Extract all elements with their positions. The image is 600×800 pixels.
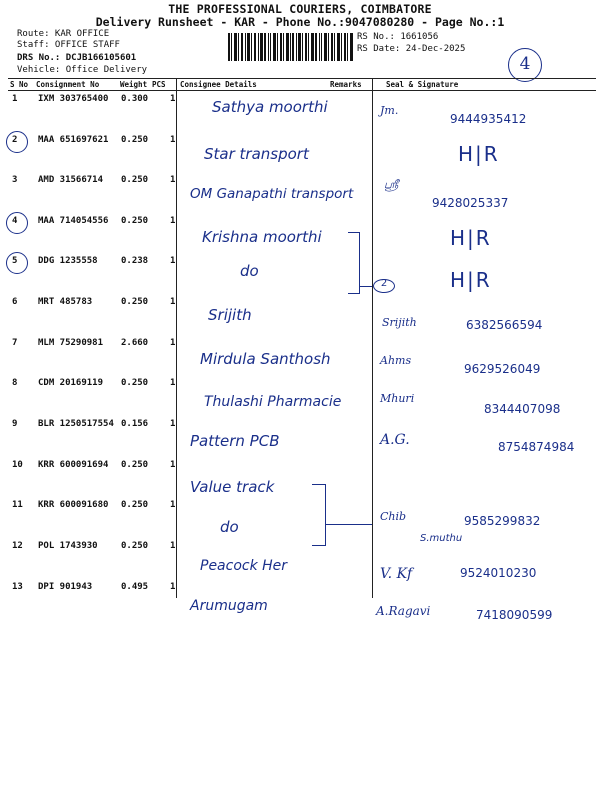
handwritten-consignee: Pattern PCB bbox=[190, 432, 280, 450]
row-sno: 4 bbox=[12, 216, 18, 226]
consignee-column-divider bbox=[176, 78, 177, 598]
row-weight: 0.250 bbox=[121, 175, 149, 185]
handwritten-consignee: Peacock Her bbox=[200, 558, 288, 574]
row-consignment: DPI 901943 bbox=[38, 582, 93, 592]
row-consignment: POL 1743930 bbox=[38, 541, 98, 551]
handwritten-phone: 7418090599 bbox=[476, 608, 553, 622]
signature-scribble: ஸ்ரீ bbox=[384, 178, 399, 191]
row-consignment: MAA 714054556 bbox=[38, 216, 109, 226]
row-weight: 0.250 bbox=[121, 541, 149, 551]
signature-scribble: Srijith bbox=[382, 316, 417, 329]
row-weight: 2.660 bbox=[121, 338, 149, 348]
row-pcs: 1 bbox=[170, 175, 176, 185]
row-sno: 3 bbox=[12, 175, 18, 185]
row-consignment: CDM 20169119 bbox=[38, 378, 104, 388]
handwritten-consignee: Star transport bbox=[204, 145, 309, 163]
row-sno: 8 bbox=[12, 378, 18, 388]
row-sno: 5 bbox=[12, 256, 18, 266]
signature-scribble: A.G. bbox=[380, 432, 410, 448]
row-sno: 12 bbox=[12, 541, 23, 551]
handwritten-consignee: Arumugam bbox=[190, 598, 268, 614]
row-consignment: MLM 75290981 bbox=[38, 338, 104, 348]
handwritten-consignee: Mirdula Santhosh bbox=[200, 350, 331, 368]
handwritten-phone: 9428025337 bbox=[432, 196, 509, 210]
col-remarks: Remarks bbox=[330, 80, 362, 89]
col-seal-signature: Seal & Signature bbox=[386, 80, 459, 89]
row-weight: 0.250 bbox=[121, 216, 149, 226]
handwritten-consignee: Sathya moorthi bbox=[212, 98, 328, 116]
col-sno: S No bbox=[10, 80, 29, 89]
handwritten-consignee: do bbox=[220, 518, 239, 536]
row-pcs: 1 bbox=[170, 378, 176, 388]
row-pcs: 1 bbox=[170, 460, 176, 470]
bracket-mark bbox=[326, 524, 372, 525]
row-consignment: MRT 485783 bbox=[38, 297, 93, 307]
row-pcs: 1 bbox=[170, 216, 176, 226]
runsheet-title: Delivery Runsheet - KAR - Phone No.:9047080280 - Page No.:1 bbox=[95, 15, 505, 29]
handwritten-phone: 9629526049 bbox=[464, 362, 541, 376]
col-weight: Weight bbox=[120, 80, 148, 89]
handwritten-note: S.muthu bbox=[420, 533, 463, 544]
row-weight: 0.250 bbox=[121, 378, 149, 388]
row-sno: 9 bbox=[12, 419, 18, 429]
row-circle-mark bbox=[6, 252, 28, 274]
row-pcs: 1 bbox=[170, 297, 176, 307]
row-consignment: MAA 651697621 bbox=[38, 135, 109, 145]
row-weight: 0.250 bbox=[121, 460, 149, 470]
signature-scribble: A.Ragavi bbox=[376, 604, 431, 618]
col-consignee: Consignee Details bbox=[180, 80, 257, 89]
row-pcs: 1 bbox=[170, 135, 176, 145]
handwritten-consignee: Krishna moorthi bbox=[202, 228, 322, 246]
handwritten-phone: 6382566594 bbox=[466, 318, 543, 332]
row-sno: 10 bbox=[12, 460, 23, 470]
row-consignment: DDG 1235558 bbox=[38, 256, 98, 266]
handwritten-phone: 9585299832 bbox=[464, 514, 541, 528]
row-sno: 6 bbox=[12, 297, 18, 307]
row-consignment: KRR 600091694 bbox=[38, 460, 109, 470]
bracket-mark bbox=[360, 286, 372, 287]
row-pcs: 1 bbox=[170, 94, 176, 104]
handwritten-consignee: Srijith bbox=[208, 306, 252, 324]
vehicle-label: Vehicle: Office Delivery bbox=[17, 65, 148, 75]
handwritten-phone: 9524010230 bbox=[460, 566, 537, 580]
row-weight: 0.250 bbox=[121, 297, 149, 307]
row-weight: 0.238 bbox=[121, 256, 149, 266]
signature-scribble: Jm. bbox=[380, 104, 399, 117]
handwritten-consignee: Value track bbox=[190, 478, 275, 496]
row-consignment: KRR 600091680 bbox=[38, 500, 109, 510]
page-number-mark: 4 bbox=[508, 48, 542, 82]
row-weight: 0.250 bbox=[121, 135, 149, 145]
rs-number: RS No.: 1661056 bbox=[357, 32, 439, 42]
handwritten-phone: 9444935412 bbox=[450, 112, 527, 126]
signature-scribble: Ahms bbox=[380, 354, 412, 367]
row-weight: 0.300 bbox=[121, 94, 149, 104]
row-pcs: 1 bbox=[170, 582, 176, 592]
signature-column-divider bbox=[372, 78, 373, 598]
handwritten-phone: 8754874984 bbox=[498, 440, 575, 454]
bracket-reference-mark: 2 bbox=[373, 279, 395, 293]
bracket-mark bbox=[312, 484, 326, 546]
row-pcs: 1 bbox=[170, 419, 176, 429]
row-consignment: IXM 303765400 bbox=[38, 94, 109, 104]
drs-number: DRS No.: DCJB166105601 bbox=[17, 53, 137, 63]
row-consignment: BLR 1250517554 bbox=[38, 419, 114, 429]
handwritten-consignee: Thulashi Pharmacie bbox=[204, 394, 342, 410]
row-pcs: 1 bbox=[170, 338, 176, 348]
staff-label: Staff: OFFICE STAFF bbox=[17, 40, 120, 50]
row-sno: 13 bbox=[12, 582, 23, 592]
table-top-rule bbox=[8, 78, 596, 79]
barcode bbox=[228, 33, 354, 61]
company-name: THE PROFESSIONAL COURIERS, COIMBATORE bbox=[168, 2, 432, 16]
row-weight: 0.156 bbox=[121, 419, 149, 429]
row-weight: 0.250 bbox=[121, 500, 149, 510]
row-pcs: 1 bbox=[170, 500, 176, 510]
rs-date: RS Date: 24-Dec-2025 bbox=[357, 44, 466, 54]
handwritten-phone: 8344407098 bbox=[484, 402, 561, 416]
row-circle-mark bbox=[6, 131, 28, 153]
row-consignment: AMD 31566714 bbox=[38, 175, 104, 185]
row-weight: 0.495 bbox=[121, 582, 149, 592]
row-circle-mark bbox=[6, 212, 28, 234]
handwritten-hr-mark: H|R bbox=[450, 226, 492, 250]
handwritten-hr-mark: H|R bbox=[458, 142, 500, 166]
row-sno: 7 bbox=[12, 338, 18, 348]
row-pcs: 1 bbox=[170, 541, 176, 551]
bracket-mark bbox=[348, 232, 360, 294]
route-label: Route: KAR OFFICE bbox=[17, 29, 110, 39]
handwritten-consignee: do bbox=[240, 262, 259, 280]
row-sno: 11 bbox=[12, 500, 23, 510]
row-sno: 1 bbox=[12, 94, 18, 104]
signature-scribble: Chib bbox=[380, 510, 407, 523]
handwritten-hr-mark: H|R bbox=[450, 268, 492, 292]
signature-scribble: V. Kf bbox=[380, 566, 413, 582]
row-pcs: 1 bbox=[170, 256, 176, 266]
col-pcs: PCS bbox=[152, 80, 166, 89]
handwritten-consignee: OM Ganapathi transport bbox=[190, 186, 354, 202]
table-header-rule bbox=[8, 90, 596, 91]
signature-scribble: Mhuri bbox=[380, 392, 415, 405]
row-sno: 2 bbox=[12, 135, 18, 145]
col-consignment: Consignment No bbox=[36, 80, 100, 89]
